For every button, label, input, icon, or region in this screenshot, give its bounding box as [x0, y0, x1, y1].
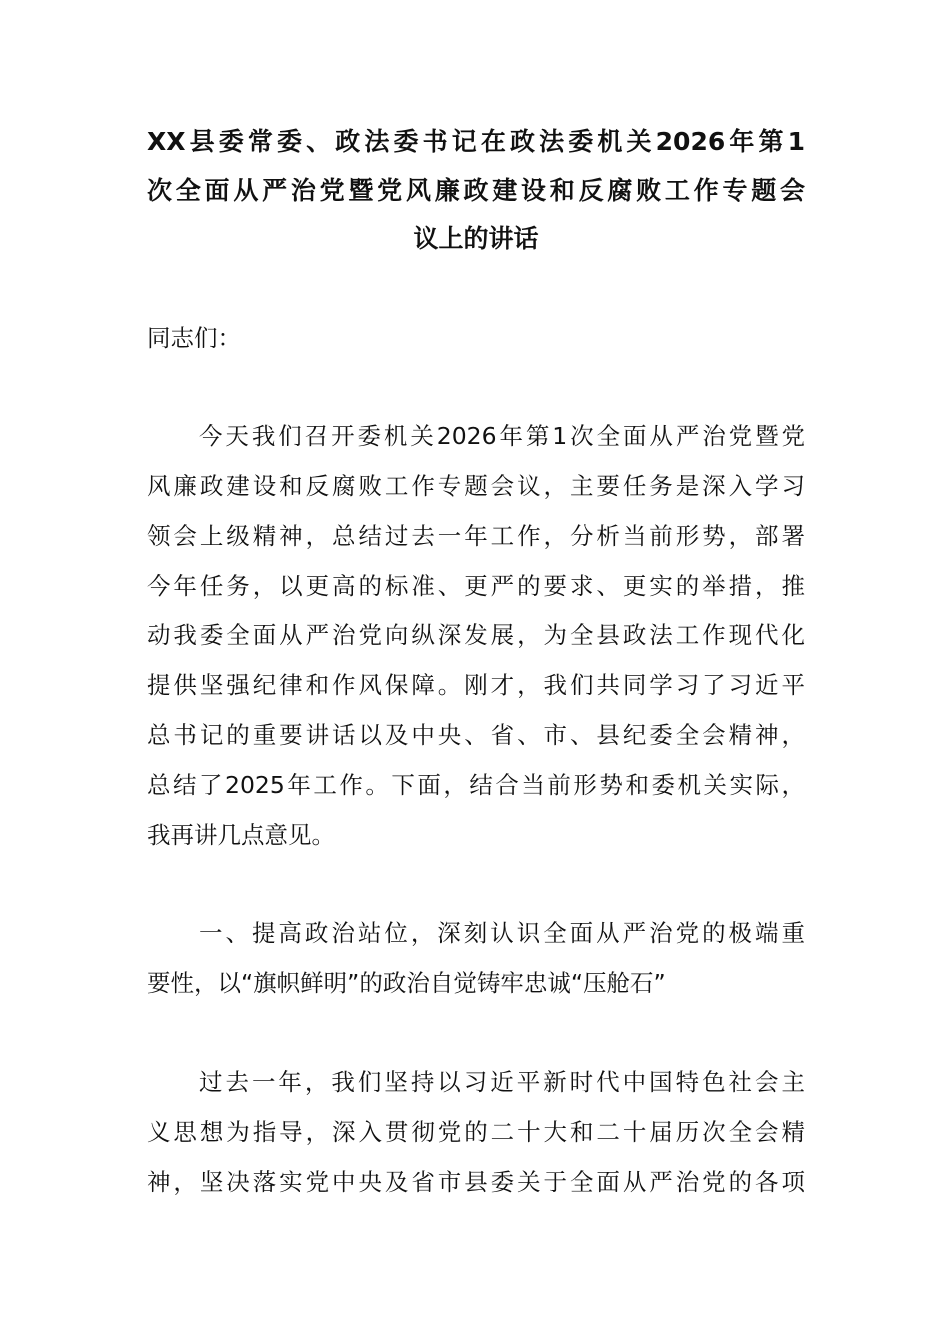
paragraph-line: 动我委全面从严治党向纵深发展，为全县政法工作现代化: [147, 621, 805, 650]
salutation-line: 同志们：: [147, 323, 241, 352]
paragraph-line: 风廉政建设和反腐败工作专题会议，主要任务是深入学习: [147, 472, 805, 501]
section-heading-1: [147, 909, 805, 1009]
paragraph-line: 我再讲几点意见。: [147, 820, 335, 849]
title-line: 次全面从严治党暨党风廉政建设和反腐败工作专题会: [147, 175, 805, 205]
document-title: [147, 118, 805, 264]
heading-line: 要性，以“旗帜鲜明”的政治自觉铸牢忠诚“压舱石”: [147, 969, 666, 998]
paragraph-intro: [147, 412, 805, 860]
paragraph-line: 神，坚决落实党中央及省市县委关于全面从严治党的各项: [147, 1167, 805, 1196]
paragraph-line: 总书记的重要讲话以及中央、省、市、县纪委全会精神，: [147, 721, 805, 750]
title-line: XX县委常委、政法委书记在政法委机关2026年第1: [147, 127, 805, 156]
paragraph-line: 今天我们召开委机关2026年第1次全面从严治党暨党: [199, 422, 805, 451]
paragraph-line: 义思想为指导，深入贯彻党的二十大和二十届历次全会精: [147, 1117, 805, 1146]
document-body: [147, 264, 805, 1208]
title-line: 议上的讲话: [413, 224, 539, 253]
heading-line: 一、提高政治站位，深刻认识全面从严治党的极端重: [199, 919, 805, 948]
paragraph-line: 领会上级精神，总结过去一年工作，分析当前形势，部署: [147, 521, 805, 550]
paragraph-line: 总结了2025年工作。下面，结合当前形势和委机关实际，: [147, 770, 805, 799]
paragraph-line: 今年任务，以更高的标准、更严的要求、更实的举措，推: [147, 571, 805, 600]
document-page: [147, 118, 805, 1207]
paragraph-line: 过去一年，我们坚持以习近平新时代中国特色社会主: [199, 1068, 805, 1097]
paragraph-line: 提供坚强纪律和作风保障。刚才，我们共同学习了习近平: [147, 671, 805, 700]
salutation: [147, 314, 805, 364]
paragraph-review: [147, 1058, 805, 1207]
